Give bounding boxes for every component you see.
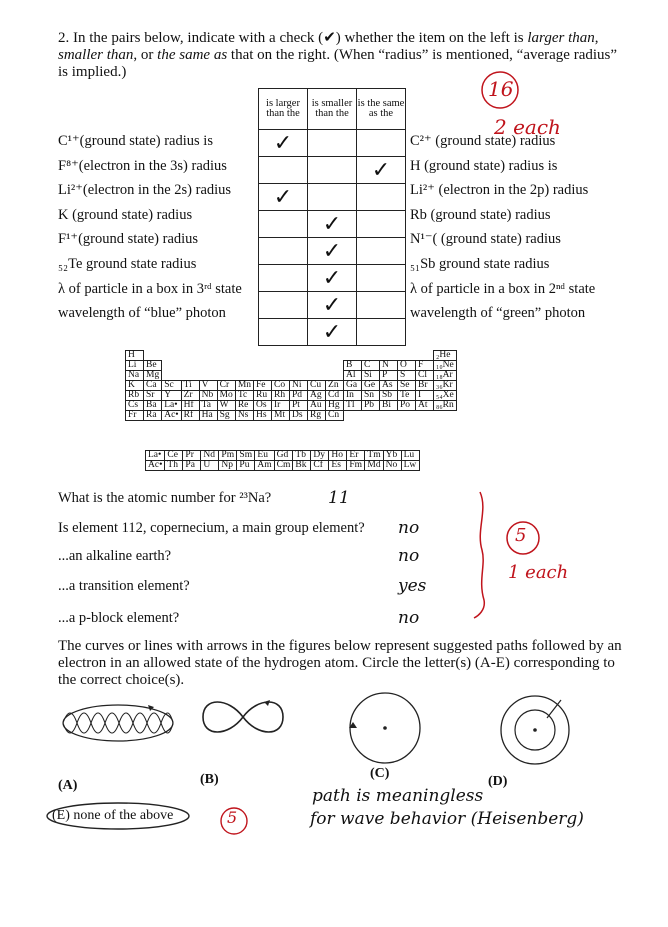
element-cell: Eu — [255, 451, 274, 461]
element-cell: V — [199, 381, 217, 391]
element-cell: Ag — [308, 391, 326, 401]
empty-cell — [308, 361, 326, 371]
option-c[interactable]: (C) — [370, 766, 390, 781]
element-cell: ₁₈Ar — [434, 371, 457, 381]
element-cell: Po — [398, 401, 416, 411]
check-cell[interactable] — [357, 184, 406, 211]
element-cell: Cr — [217, 381, 235, 391]
empty-cell — [344, 411, 362, 421]
handwritten-answer[interactable]: no — [398, 546, 420, 566]
element-cell: Hs — [254, 411, 272, 421]
element-cell: Ni — [290, 381, 308, 391]
empty-cell — [217, 371, 235, 381]
element-cell: Pm — [219, 451, 237, 461]
empty-cell — [272, 371, 290, 381]
left-item: ₅₂Te ground state radius — [58, 256, 197, 272]
element-cell: Nb — [199, 391, 217, 401]
element-cell: Na — [126, 371, 144, 381]
element-cell: Tb — [293, 451, 311, 461]
element-cell: Md — [365, 461, 383, 471]
element-cell: Os — [254, 401, 272, 411]
element-cell: Mo — [217, 391, 235, 401]
left-item: λ of particle in a box in 3ʳᵈ state — [58, 280, 242, 297]
empty-cell — [380, 351, 398, 361]
empty-cell — [144, 351, 162, 361]
element-cell: Ru — [254, 391, 272, 401]
element-cell: Tm — [365, 451, 383, 461]
check-cell[interactable] — [357, 211, 406, 238]
element-cell: Pd — [290, 391, 308, 401]
check-cell[interactable] — [259, 238, 308, 265]
element-cell: Es — [329, 461, 347, 471]
empty-cell — [181, 351, 199, 361]
check-cell[interactable] — [308, 319, 357, 346]
empty-cell — [162, 361, 181, 371]
element-cell: ₁₀Ne — [434, 361, 457, 371]
element-cell: B — [344, 361, 362, 371]
empty-cell — [199, 361, 217, 371]
right-item: H (ground state) radius is — [410, 157, 558, 174]
figure-d-circle-arrow — [493, 690, 573, 770]
element-cell: Ba — [144, 401, 162, 411]
figure-b-figure-eight — [198, 692, 288, 742]
element-cell: Se — [398, 381, 416, 391]
element-cell: Bi — [380, 401, 398, 411]
check-mark-icon: ✓ — [322, 211, 342, 236]
element-cell: At — [416, 401, 434, 411]
element-cell: Be — [144, 361, 162, 371]
element-cell: Pr — [183, 451, 201, 461]
option-d[interactable]: (D) — [488, 774, 508, 789]
element-cell: Lw — [401, 461, 419, 471]
check-cell[interactable] — [308, 211, 357, 238]
element-cell: Zr — [181, 391, 199, 401]
empty-cell — [199, 351, 217, 361]
element-cell: Si — [362, 371, 380, 381]
element-cell: Th — [165, 461, 183, 471]
element-cell: Gd — [274, 451, 293, 461]
score-5b: 5 — [227, 808, 238, 827]
empty-cell — [217, 361, 235, 371]
empty-cell — [235, 371, 253, 381]
empty-cell — [326, 371, 344, 381]
brace-mark — [458, 490, 498, 620]
empty-cell — [217, 351, 235, 361]
header-larger: is larger than the — [259, 89, 308, 130]
element-cell: Lu — [401, 451, 419, 461]
check-cell[interactable] — [308, 238, 357, 265]
score-note-2-each: 2 each — [494, 115, 561, 139]
empty-cell — [290, 361, 308, 371]
header-smaller: is smaller than the — [308, 89, 357, 130]
element-cell: Pa — [183, 461, 201, 471]
handwritten-answer[interactable]: no — [398, 608, 420, 628]
element-cell: As — [380, 381, 398, 391]
element-cell: Sc — [162, 381, 181, 391]
element-cell: Er — [347, 451, 365, 461]
element-cell: Ac• — [146, 461, 165, 471]
left-item: C¹⁺(ground state) radius is — [58, 133, 213, 149]
check-cell[interactable] — [259, 130, 308, 157]
element-cell: ₈₆Rn — [434, 401, 457, 411]
empty-cell — [181, 371, 199, 381]
element-cell: Te — [398, 391, 416, 401]
empty-cell — [380, 411, 398, 421]
empty-cell — [416, 411, 434, 421]
empty-cell — [254, 371, 272, 381]
empty-cell — [290, 351, 308, 361]
element-cell: Cu — [308, 381, 326, 391]
element-cell: W — [217, 401, 235, 411]
element-cell: Ho — [329, 451, 347, 461]
check-cell[interactable] — [308, 292, 357, 319]
check-cell[interactable] — [308, 130, 357, 157]
element-cell: Fm — [347, 461, 365, 471]
element-cell: Ac• — [162, 411, 181, 421]
empty-cell — [398, 411, 416, 421]
question-intro: 2. In the pairs below, indicate with a check (✔) whether the item on the left is larger than, smaller than, or the same as that on the right. (When “radius” is mentioned, “average radius” is implied.) — [58, 30, 618, 80]
element-cell: Ns — [235, 411, 253, 421]
check-mark-icon: ✓ — [273, 130, 293, 155]
check-mark-icon: ✓ — [322, 265, 342, 290]
handwritten-note-1: path is meaningless — [312, 786, 484, 806]
element-cell: Cl — [416, 371, 434, 381]
element-cell: Hg — [326, 401, 344, 411]
handwritten-answer[interactable]: 11 — [328, 488, 350, 508]
right-item: Li²⁺ (electron in the 2p) radius — [410, 182, 589, 199]
element-cell: Mg — [144, 371, 162, 381]
element-cell: Ds — [290, 411, 308, 421]
element-cell: Ce — [165, 451, 183, 461]
figure-a-wave-orbit — [58, 693, 178, 753]
element-cell: Rg — [308, 411, 326, 421]
left-item: wavelength of “blue” photon — [58, 305, 226, 322]
header-same: is the same as the — [357, 89, 406, 130]
option-e[interactable]: (E) none of the above — [52, 808, 174, 823]
empty-cell — [290, 371, 308, 381]
right-item: N¹⁻( (ground state) radius — [410, 231, 561, 248]
element-cell: ₃₆Kr — [434, 381, 457, 391]
element-cell: Re — [235, 401, 253, 411]
element-cell: I — [416, 391, 434, 401]
empty-cell — [398, 351, 416, 361]
curves-question: The curves or lines with arrows in the figures below represent suggested paths followed by an electron in an allowed state of the hydrogen atom. Circle the letter(s) (A-E) corresponding to the correct choice(s). — [58, 638, 622, 688]
check-cell[interactable] — [308, 184, 357, 211]
handwritten-note-2: for wave behavior (Heisenberg) — [310, 809, 584, 829]
empty-cell — [272, 361, 290, 371]
empty-cell — [308, 371, 326, 381]
empty-cell — [235, 361, 253, 371]
element-cell: Li — [126, 361, 144, 371]
figure-c-circle — [345, 688, 425, 768]
empty-cell — [162, 371, 181, 381]
check-mark-icon: ✓ — [371, 157, 391, 182]
element-cell: La• — [146, 451, 165, 461]
element-cell: Ca — [144, 381, 162, 391]
element-cell: Nd — [201, 451, 219, 461]
element-cell: K — [126, 381, 144, 391]
empty-cell — [362, 411, 380, 421]
sub-question: ...a transition element? — [58, 578, 190, 594]
element-cell: Pb — [362, 401, 380, 411]
element-cell: Al — [344, 371, 362, 381]
element-cell: Mt — [272, 411, 290, 421]
empty-cell — [235, 351, 253, 361]
element-cell: Ta — [199, 401, 217, 411]
empty-cell — [199, 371, 217, 381]
element-cell: Ga — [344, 381, 362, 391]
element-cell: Sm — [237, 451, 255, 461]
element-cell: Ge — [362, 381, 380, 391]
handwritten-answer[interactable]: yes — [398, 576, 427, 596]
check-cell[interactable] — [259, 265, 308, 292]
empty-cell — [362, 351, 380, 361]
comparison-table — [258, 88, 406, 346]
check-cell[interactable] — [357, 238, 406, 265]
check-cell[interactable] — [357, 157, 406, 184]
element-cell: Ti — [181, 381, 199, 391]
empty-cell — [272, 351, 290, 361]
check-mark-icon: ✓ — [322, 319, 342, 344]
element-cell: Am — [255, 461, 274, 471]
check-cell[interactable] — [357, 130, 406, 157]
element-cell: Au — [308, 401, 326, 411]
element-cell: O — [398, 361, 416, 371]
check-cell[interactable] — [308, 157, 357, 184]
option-a[interactable]: (A) — [58, 778, 78, 793]
element-cell: Tl — [344, 401, 362, 411]
element-cell: Y — [162, 391, 181, 401]
periodic-table — [125, 350, 457, 421]
left-item: K (ground state) radius — [58, 206, 193, 223]
check-cell[interactable] — [357, 319, 406, 346]
element-cell: Fe — [254, 381, 272, 391]
element-cell: Cs — [126, 401, 144, 411]
sub-question: ...an alkaline earth? — [58, 548, 172, 564]
sub-question: What is the atomic number for ²³Na? — [58, 490, 272, 506]
element-cell: Dy — [311, 451, 329, 461]
element-cell: Sr — [144, 391, 162, 401]
element-cell: Cn — [326, 411, 344, 421]
score-5a: 5 — [515, 525, 527, 546]
empty-cell — [181, 361, 199, 371]
empty-cell — [326, 361, 344, 371]
left-item: F¹⁺(ground state) radius — [58, 231, 199, 248]
right-item: λ of particle in a box in 2ⁿᵈ state — [410, 280, 596, 297]
element-cell: Pt — [290, 401, 308, 411]
left-item: F⁸⁺(electron in the 3s) radius — [58, 157, 227, 174]
element-cell: Cm — [274, 461, 293, 471]
empty-cell — [326, 351, 344, 361]
question-number: 2. — [58, 30, 70, 46]
right-item: Rb (ground state) radius — [410, 206, 551, 223]
check-cell[interactable] — [259, 319, 308, 346]
element-cell: La• — [162, 401, 181, 411]
element-cell: Rf — [181, 411, 199, 421]
element-cell: In — [344, 391, 362, 401]
element-cell: Hf — [181, 401, 199, 411]
element-cell: Ra — [144, 411, 162, 421]
empty-cell — [344, 351, 362, 361]
check-cell[interactable] — [259, 157, 308, 184]
check-cell[interactable] — [259, 211, 308, 238]
element-cell: Cf — [311, 461, 329, 471]
sub-question: ...a p-block element? — [58, 610, 180, 626]
element-cell: Ha — [199, 411, 217, 421]
element-cell: N — [380, 361, 398, 371]
element-cell: Np — [219, 461, 237, 471]
element-cell: F — [416, 361, 434, 371]
element-cell: Yb — [383, 451, 401, 461]
element-cell: Cd — [326, 391, 344, 401]
element-cell: Sg — [217, 411, 235, 421]
element-cell: Bk — [293, 461, 311, 471]
check-cell[interactable] — [357, 292, 406, 319]
element-cell: Mn — [235, 381, 253, 391]
element-cell: S — [398, 371, 416, 381]
f-block-table — [145, 450, 420, 471]
check-mark-icon: ✓ — [273, 184, 293, 209]
check-mark-icon: ✓ — [322, 238, 342, 263]
element-cell: Pu — [237, 461, 255, 471]
element-cell: H — [126, 351, 144, 361]
element-cell: P — [380, 371, 398, 381]
empty-cell — [308, 351, 326, 361]
element-cell: Rb — [126, 391, 144, 401]
element-cell: Sb — [380, 391, 398, 401]
element-cell: C — [362, 361, 380, 371]
right-item: C²⁺ (ground state) radius — [410, 133, 556, 149]
check-cell[interactable] — [308, 265, 357, 292]
handwritten-answer[interactable]: no — [398, 518, 420, 538]
check-cell[interactable] — [357, 265, 406, 292]
element-cell: ₂He — [434, 351, 457, 361]
sub-question: Is element 112, copernecium, a main group element? — [58, 520, 365, 536]
empty-cell — [416, 351, 434, 361]
empty-cell — [434, 411, 457, 421]
left-item: Li²⁺(electron in the 2s) radius — [58, 182, 232, 199]
element-cell: Ir — [272, 401, 290, 411]
empty-cell — [162, 351, 181, 361]
option-b[interactable]: (B) — [200, 772, 219, 787]
empty-cell — [254, 361, 272, 371]
element-cell: No — [383, 461, 401, 471]
score-16: 16 — [488, 77, 514, 101]
check-mark-icon: ✓ — [322, 292, 342, 317]
right-item: ₅₁Sb ground state radius — [410, 256, 550, 272]
element-cell: Sn — [362, 391, 380, 401]
element-cell: U — [201, 461, 219, 471]
element-cell: Br — [416, 381, 434, 391]
empty-cell — [254, 351, 272, 361]
right-item: wavelength of “green” photon — [410, 305, 586, 322]
element-cell: Rh — [272, 391, 290, 401]
element-cell: Tc — [235, 391, 253, 401]
check-cell[interactable] — [259, 292, 308, 319]
element-cell: Co — [272, 381, 290, 391]
check-cell[interactable] — [259, 184, 308, 211]
score-note-1-each: 1 each — [508, 562, 569, 583]
element-cell: Fr — [126, 411, 144, 421]
element-cell: Zn — [326, 381, 344, 391]
element-cell: ₅₄Xe — [434, 391, 457, 401]
